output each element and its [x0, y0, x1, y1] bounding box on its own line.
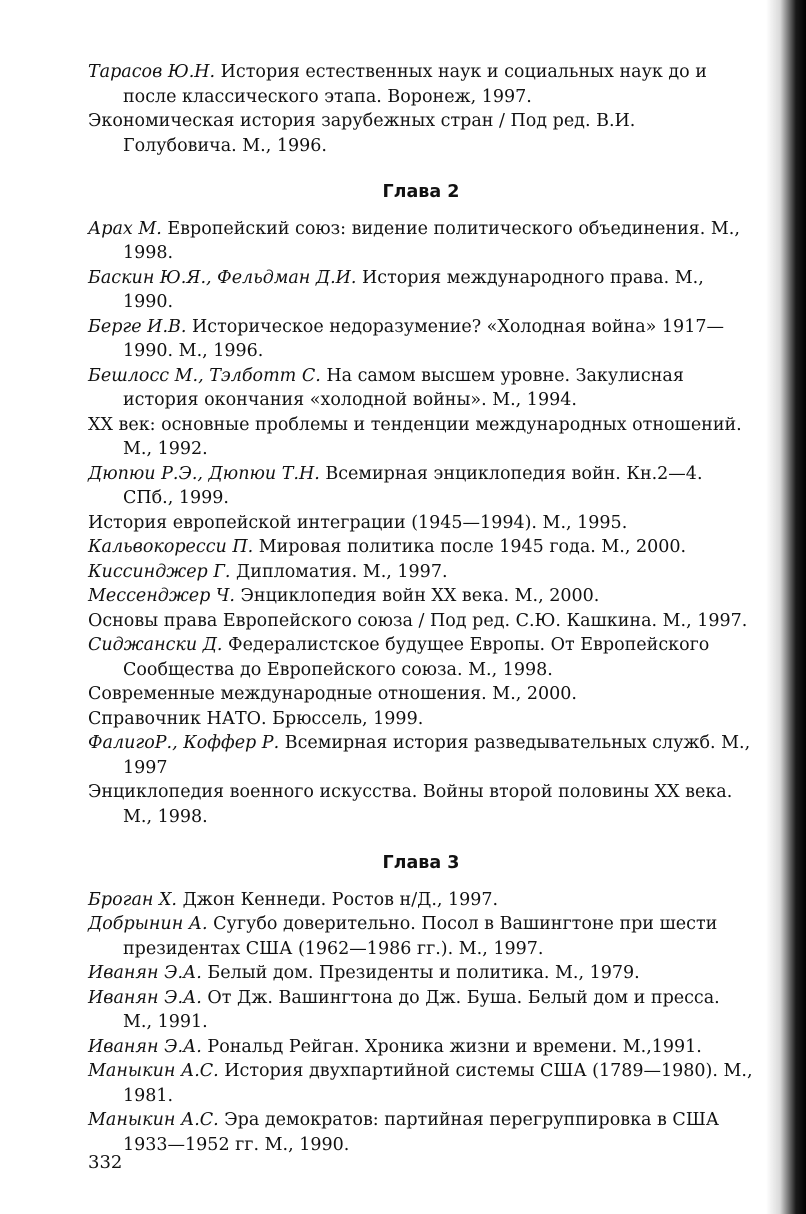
entry-author: Бешлосс М., Тэлботт С. — [88, 365, 321, 386]
bibliography-entry — [88, 707, 754, 732]
bibliography-entry — [88, 780, 754, 829]
entry-text: Дипломатия. М., 1997. — [230, 561, 448, 582]
entry-text: История двухпартийной системы США (1789—1980). М., 1981. — [123, 1061, 753, 1106]
bibliography-entry — [88, 731, 754, 780]
bibliography-entry — [88, 315, 754, 364]
scan-edge-shadow — [766, 0, 806, 1214]
bibliography-entry — [88, 633, 754, 682]
entry-author: Броган Х. — [88, 889, 177, 910]
entry-text: Федералистское будущее Европы. От Европейского Сообщества до Европейского союза. М., 1998. — [123, 635, 710, 680]
entry-text: На самом высшем уровне. Закулисная история окончания «холодной войны». М., 1994. — [123, 365, 684, 410]
chapter-heading: Глава 2 — [382, 182, 460, 202]
entry-text: Белый дом. Президенты и политика. М., 1979. — [201, 963, 640, 983]
bibliography-entry — [88, 961, 754, 986]
bibliography-group-chapter-3 — [88, 851, 754, 1157]
entry-author: Дюпюи Р.Э., Дюпюи Т.Н. — [88, 463, 320, 484]
entry-author: Маныкин А.С. — [88, 1061, 219, 1081]
bibliography-entry — [88, 535, 754, 560]
entry-text: Экономическая история зарубежных стран / Под ред. В.И. Голубовича. М., 1996. — [88, 111, 636, 156]
bibliography-group-chapter-1-tail — [88, 60, 754, 158]
bibliography-entry — [88, 682, 754, 707]
entry-text: Энциклопедия войн XX века. М., 2000. — [234, 586, 600, 606]
entry-author: Киссинджер Г. — [88, 561, 231, 582]
entry-text: От Дж. Вашингтона до Дж. Буша. Белый дом и пресса. М., 1991. — [123, 987, 720, 1032]
entry-author: Кальвокоресси П. — [88, 537, 254, 557]
entry-text: Джон Кеннеди. Ростов н/Д., 1997. — [177, 889, 499, 910]
entry-text: Современные международные отношения. М., 2000. — [88, 684, 577, 704]
page-number: 332 — [88, 1152, 123, 1173]
entry-author: Иванян Э.А. — [88, 1036, 202, 1057]
bibliography-entry — [88, 511, 754, 536]
entry-author: Баскин Ю.Я., Фельдман Д.И. — [88, 267, 357, 288]
entry-text: Всемирная энциклопедия войн. Кн.2—4. СПб., 1999. — [123, 463, 703, 508]
entry-text: Всемирная история разведывательных служб. М., 1997 — [123, 733, 751, 778]
bibliography-entry — [88, 560, 754, 585]
bibliography-entry — [88, 1035, 754, 1060]
bibliography-entry — [88, 462, 754, 511]
entry-text: Мировая политика после 1945 года. М., 2000. — [253, 537, 687, 557]
entry-text: История европейской интеграции (1945—1994). М., 1995. — [88, 512, 628, 533]
bibliography-entry — [88, 413, 754, 462]
bibliography-entry — [88, 364, 754, 413]
entry-author: Иванян Э.А. — [88, 987, 202, 1008]
entry-author: Сиджански Д. — [88, 635, 223, 655]
chapter-heading: Глава 3 — [382, 853, 460, 873]
entry-author: Берге И.В. — [88, 316, 187, 337]
bibliography-entry — [88, 986, 754, 1035]
entry-text: История естественных наук и социальных наук до и после классического этапа. Воронеж, 1997. — [123, 62, 707, 107]
entry-text: Основы права Европейского союза / Под ред. С.Ю. Кашкина. М., 1997. — [88, 610, 748, 631]
entry-author: Арах М. — [88, 218, 162, 239]
bibliography-entry — [88, 109, 754, 158]
bibliography-entry — [88, 888, 754, 913]
bibliography-entry — [88, 266, 754, 315]
entry-author: Мессенджер Ч. — [88, 586, 235, 606]
bibliography-entry — [88, 60, 754, 109]
entry-text: Эра демократов: партийная перегруппировка в США 1933—1952 гг. М., 1990. — [123, 1110, 720, 1155]
bibliography-entry — [88, 609, 754, 634]
entry-text: Сугубо доверительно. Посол в Вашингтоне при шести президентах США (1962—1986 гг.). М., 1997. — [123, 914, 718, 959]
entry-text: Рональд Рейган. Хроника жизни и времени. М.,1991. — [201, 1036, 702, 1057]
entry-author: Тарасов Ю.Н. — [88, 62, 216, 82]
entry-text: XX век: основные проблемы и тенденции международных отношений. М., 1992. — [88, 414, 742, 459]
entry-text: Справочник НАТО. Брюссель, 1999. — [88, 708, 424, 729]
bibliography-entry — [88, 217, 754, 266]
entry-author: Маныкин А.С. — [88, 1110, 219, 1130]
bibliography-entry — [88, 1108, 754, 1157]
entry-author: Добрынин А. — [88, 914, 208, 934]
entry-text: История международного права. М., 1990. — [123, 267, 704, 312]
entry-author: ФалигоР., Коффер Р. — [88, 733, 280, 753]
bibliography-entry — [88, 1059, 754, 1108]
bibliography-entry — [88, 584, 754, 609]
entry-text: Историческое недоразумение? «Холодная война» 1917—1990. М., 1996. — [123, 316, 724, 361]
entry-text: Энциклопедия военного искусства. Войны второй половины XX века. М., 1998. — [88, 782, 733, 827]
bibliography — [88, 60, 754, 1157]
bibliography-entry — [88, 912, 754, 961]
bibliography-group-chapter-2 — [88, 180, 754, 829]
entry-text: Европейский союз: видение политического объединения. М., 1998. — [123, 218, 740, 263]
entry-author: Иванян Э.А. — [88, 963, 202, 983]
